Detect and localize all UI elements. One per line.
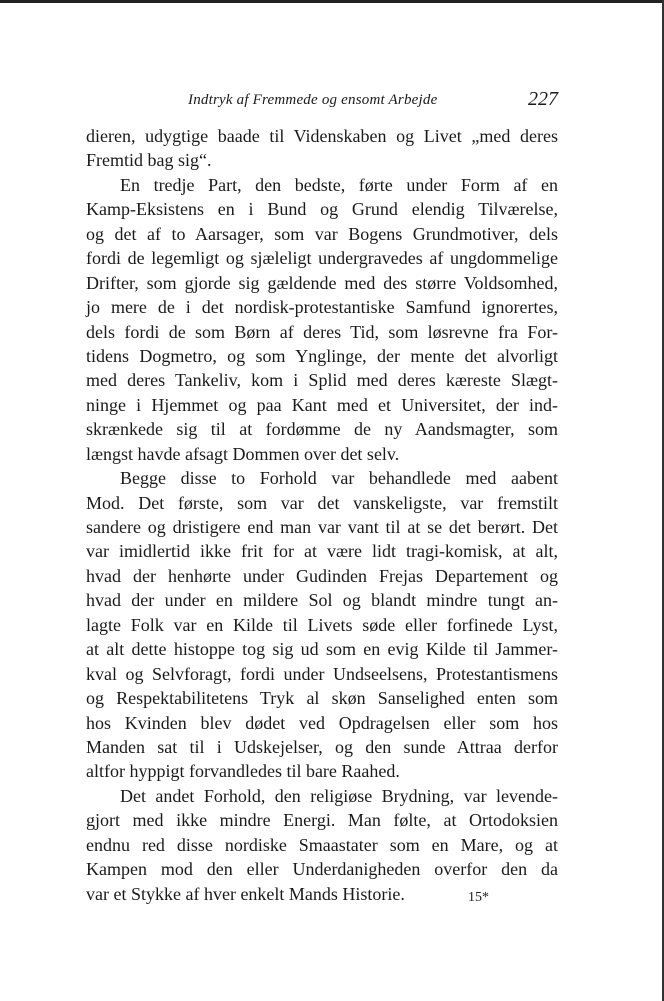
text-line: Begge disse to Forhold var behandlede med aabent <box>120 468 558 489</box>
text-line: dieren, udygtige baade til Videnskaben og Livet „med deres <box>86 126 558 146</box>
text-line: tidens Dogmetro, og som Ynglinge, der mente det alvorligt <box>86 345 558 366</box>
text-line: En tredje Part, den bedste, førte under Form af en <box>120 174 558 195</box>
text-line: hvad der henhørte under Gudinden Frejas Departement og <box>86 565 558 586</box>
text-line: at alt dette histoppe tog sig ud som en evig Kilde til Jammer- <box>86 639 558 660</box>
text-line: ninge i Hjemmet og paa Kant med et Universitet, der ind- <box>86 394 558 415</box>
text-line: jo mere de i det nordisk-protestantiske Samfund ignorertes, <box>86 297 558 318</box>
text-line: skrænkede sig til at fordømme de ny Aandsmagter, som <box>86 419 558 440</box>
text-line: gjort med ikke mindre Energi. Man følte, at Ortodoksien <box>86 810 558 831</box>
text-line: var et Stykke af hver enkelt Mands Historie. <box>86 883 405 904</box>
text-line: Kamp-Eksistens en i Bund og Grund elendig Tilværelse, <box>86 199 558 220</box>
text-line: var imidlertid ikke frit for at være lidt tragi-komisk, at alt, <box>86 541 558 562</box>
text-line: og det af to Aarsager, som var Bogens Grundmotiver, dels <box>86 223 558 244</box>
text-line: Fremtid bag sig“. <box>86 150 212 171</box>
text-line: altfor hyppigt forvandledes til bare Raahed. <box>86 761 400 782</box>
text-line: lagte Folk var en Kilde til Livets søde eller forfinede Lyst, <box>86 614 558 635</box>
text-line: fordi de legemligt og sjæleligt undergravedes af ungdommelige <box>86 248 558 269</box>
text-line: Drifter, som gjorde sig gældende med des større Voldsomhed, <box>86 272 558 293</box>
top-edge-rule <box>0 0 664 3</box>
text-line: Manden sat til i Udskejelser, og den sunde Attraa derfor <box>86 736 558 757</box>
signature-mark: 15* <box>468 890 489 905</box>
text-line: Mod. Det første, som var det vanskeligste, var fremstilt <box>86 492 558 513</box>
text-line: længst havde afsagt Dommen over det selv. <box>86 443 400 464</box>
text-line: endnu red disse nordiske Smaastater som en Mare, og at <box>86 834 558 855</box>
text-line: dels fordi de som Børn af deres Tid, som løsrevne fra For- <box>86 321 558 342</box>
text-line: med deres Tankeliv, kom i Splid med deres kæreste Slægt- <box>86 370 558 391</box>
text-line: hvad der under en mildere Sol og blandt mindre tungt an- <box>86 590 558 611</box>
running-title: Indtryk af Fremmede og ensomt Arbejde <box>188 92 438 108</box>
text-line: og Respektabilitetens Tryk al skøn Sanselighed enten som <box>86 688 558 709</box>
text-line: sandere og dristigere end man var vant til at se det berørt. Det <box>86 517 558 537</box>
page-number: 227 <box>528 88 558 110</box>
text-line: hos Kvinden blev dødet ved Opdragelsen eller som hos <box>86 712 558 733</box>
body-text <box>86 124 558 906</box>
text-line: Kampen mod den eller Underdanigheden overfor den da <box>86 859 558 880</box>
text-line: kval og Selvforagt, fordi under Undseelsens, Protestantismens <box>86 663 558 684</box>
page-header <box>86 88 558 114</box>
text-line: Det andet Forhold, den religiøse Brydning, var levende- <box>120 785 558 806</box>
